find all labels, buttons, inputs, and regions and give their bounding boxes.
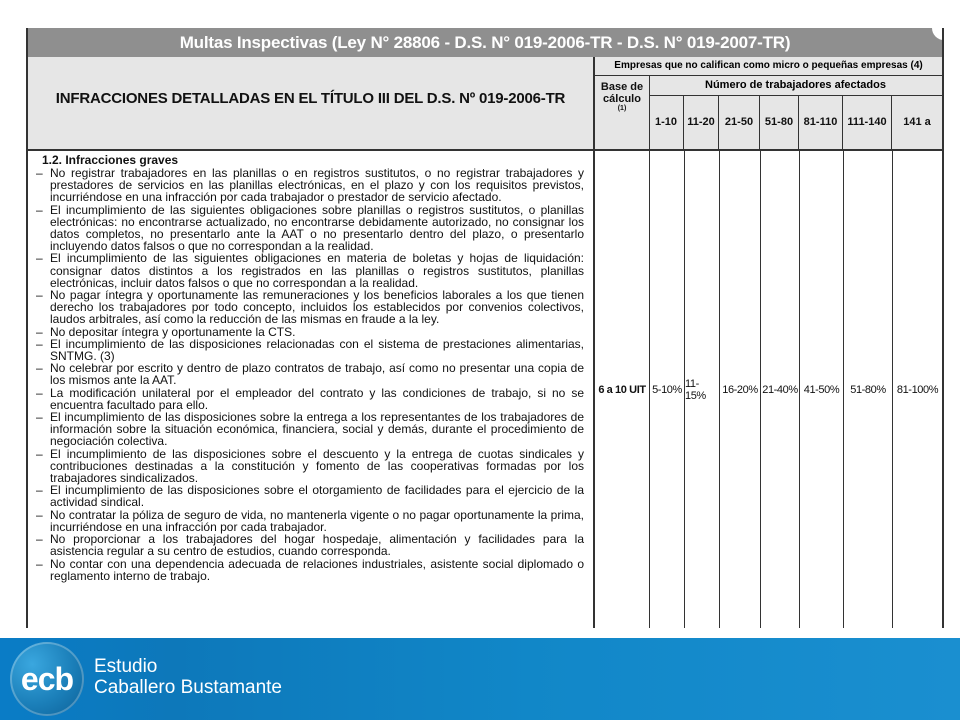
col-header-111-140: 111-140 (843, 95, 892, 149)
list-item: – El incumplimiento de las disposiciones relacionadas con el sistema de prestaciones alimentarias, SNTMG. (3) (36, 338, 584, 362)
list-item: – El incumplimiento de las disposiciones sobre el descuento y la entrega de cuotas sindicales y contribuciones destinadas a la constitución y fomento de las cooperativas formadas por los trabajadores sindicalizados. (36, 448, 584, 485)
companies-header: Empresas que no califican como micro o pequeñas empresas (4) (595, 57, 942, 76)
range-value-51-80: 21-40% (761, 151, 800, 628)
base-calculo-header (595, 75, 650, 149)
range-value-11-20: 11-15% (685, 151, 720, 628)
list-item: – No registrar trabajadores en las planillas o en registros sustitutos, o no registrar trabajadores y prestadores de servicios en las planillas electrónicas, en el plazo y con los requisitos previstos, incurriéndose en una infracción por cada trabajador o prestador de servicio afectado. (36, 167, 584, 204)
list-item: – No contar con una dependencia adecuada de relaciones industriales, asistente social diplomado o reglamento interno de trabajo. (36, 558, 584, 582)
table-title: Multas Inspectivas (Ley N° 28806 - D.S. N° 019-2006-TR - D.S. N° 019-2007-TR) (28, 28, 942, 57)
list-item: – No celebrar por escrito y dentro de plazo contratos de trabajo, así como no presentar una copia de los mismos ante la AAT. (36, 362, 584, 386)
range-value-111-140: 51-80% (844, 151, 893, 628)
base-footnote: (1) (617, 105, 627, 112)
brand-line2: Caballero Bustamante (94, 677, 282, 698)
fines-values (595, 151, 942, 628)
section-title: 1.2. Infracciones graves (42, 153, 179, 167)
infractions-list (28, 151, 595, 628)
list-item: – No contratar la póliza de seguro de vida, no mantenerla vigente o no pagar oportunamente la prima, incurriéndose en una infracción por cada trabajador. (36, 509, 584, 533)
fines-table (26, 28, 944, 628)
list-item: – El incumplimiento de las disposiciones sobre el otorgamiento de facilidades para el ejercicio de la actividad sindical. (36, 484, 584, 508)
workers-affected-header: Número de trabajadores afectados (649, 75, 942, 96)
brand-name (94, 657, 282, 697)
list-item: – No proporcionar a los trabajadores del hogar hospedaje, alimentación y facilidades para la asistencia regular a su centro de estudios, cuando corresponda. (36, 533, 584, 557)
col-header-1-10: 1-10 (649, 95, 684, 149)
col-header-11-20: 11-20 (684, 95, 719, 149)
list-item: – El incumplimiento de las siguientes obligaciones en materia de boletas y hojas de liquidación: consignar datos distintos a los registrados en las planillas o registros sustitutos, planillas electrónicas, incluir datos falsos o que no correspondan a la realidad. (36, 252, 584, 289)
infractions-header-text: INFRACCIONES DETALLADAS EN EL TÍTULO III DEL D.S. Nº 019-2006-TR (55, 89, 566, 107)
list-item: – La modificación unilateral por el empleador del contrato y las condiciones de trabajo, si no se encuentra facultado para ello. (36, 387, 584, 411)
range-value-81-110: 41-50% (800, 151, 844, 628)
footer-banner (0, 638, 960, 720)
base-line2: cálculo (603, 93, 641, 105)
col-header-21-50: 21-50 (719, 95, 760, 149)
list-item: – No pagar íntegra y oportunamente las remuneraciones y los beneficios laborales a los que tienen derecho los trabajadores por todo concepto, incluidos los establecidos por convenios colectivos, laudos arbitrales, así como la reducción de las mismas en fraude a la ley. (36, 289, 584, 326)
list-item: – El incumplimiento de las disposiciones sobre la entrega a los representantes de los trabajadores de información sobre la situación económica, financiera, social y demás, durante el procedimiento de negociación colectiva. (36, 411, 584, 448)
fine-value-cells (595, 151, 942, 628)
items (36, 167, 584, 582)
base-value: 6 a 10 UIT (595, 151, 650, 628)
col-header-141-mas: 141 a (903, 116, 931, 128)
fines-header (595, 57, 942, 151)
brand-line1: Estudio (94, 656, 158, 677)
col-header-51-80: 51-80 (760, 95, 799, 149)
col-header-81-110: 81-110 (799, 95, 843, 149)
infractions-header (28, 57, 595, 151)
range-value-21-50: 16-20% (720, 151, 761, 628)
base-line1: Base de (600, 81, 644, 93)
worker-range-headers (649, 95, 942, 149)
list-item: – El incumplimiento de las siguientes obligaciones sobre planillas o registros sustitutos, o planillas electrónicas: no encontrarse actualizado, no encontrarse debidamente autorizado, no consignar los datos completos, no presentarlo ante la AAT o no presentarlo dentro del plazo, o presentarlo incluyendo datos falsos o que no correspondan a la realidad. (36, 204, 584, 253)
ecb-logo: ecb (10, 642, 84, 716)
range-value-1-10: 5-10% (650, 151, 685, 628)
list-item: – No depositar íntegra y oportunamente la CTS. (36, 326, 584, 338)
range-value-141-mas: 81-100% (896, 383, 939, 396)
